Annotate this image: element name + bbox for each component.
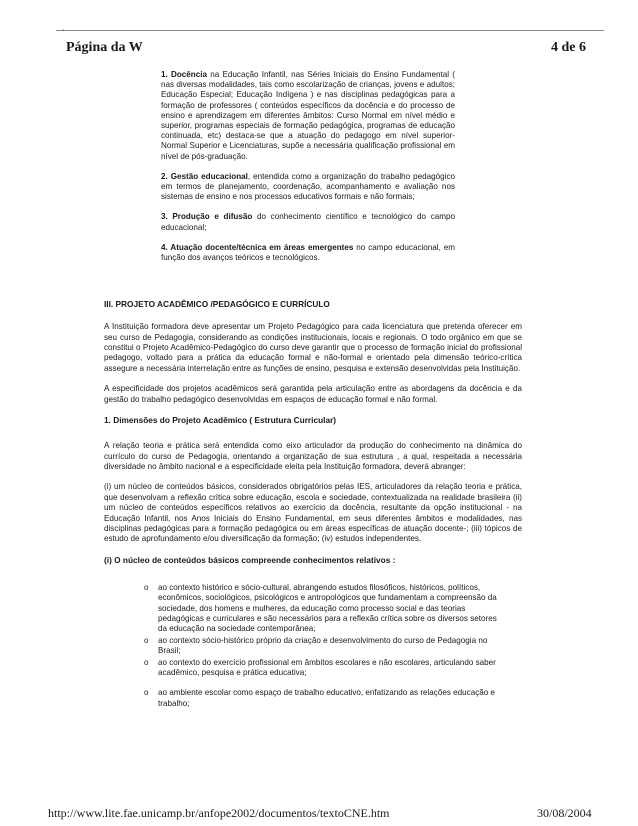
header-rule [56,30,604,31]
list-item [144,688,504,709]
paragraph: A relação teoria e prática será entendida como eixo articulador da produção do conhecimento na dinâmica do currículo do curso de Pedagogia, orientando a organização de sua estrutura , a qual, respeitada a necessária diversidade no âmbito nacional e a especificidade eleita pela Instituição formadora, deverá abranger: [104,441,522,471]
paragraph: A especificidade dos projetos acadêmicos será garantida pela articulação entre as abordagens da docência e da gestão do trabalho pedagógico desenvolvidas em espaços de educação formal e não formal. [104,384,522,404]
list-item [161,243,455,263]
bullet-text: ao contexto histórico e sócio-cultural, abrangendo estudos filosóficos, históricos, políticos, econômicos, sociológicos, psicológicos e antropológicos que fundamentam a compreensão da sociedade, dos homens e mulheres, da educação como processo social e das teorias pedagógicas e curriculares e são necessários para a reflexão crítica sobre os diversos setores da educação na sociedade contemporânea; [158,582,497,634]
list-item [144,658,504,679]
list-item [161,172,455,203]
bullet-text: ao contexto do exercício profissional em âmbitos escolares e não escolares, articulando saber acadêmico, pesquisa e prática educativa; [158,657,496,677]
item-heading: 3. Produção e difusão [161,212,253,222]
document-body [104,70,522,710]
bullet-list [104,583,504,709]
footer-url: http://www.lite.fae.unicamp.br/anfope2002/documentos/textoCNE.htm [48,806,390,820]
list-item [161,212,455,232]
item-heading: 2. Gestão educacional [161,171,248,181]
paragraph: (i) um núcleo de conteúdos básicos, considerados obrigatórios pelas IES, articuladores da relação teoria e prática, que desenvolvam a reflexão crítica sobre educação, escola e sociedade, contextualizada na realidade brasileira (ii) um núcleo de conteúdos específicos relativos ao exercício da docência, resultante da opção institucional - na Educação Infantil, nos Anos Iniciais do Ensino Fundamental, em seus diferentes âmbitos e modalidades, nas disciplinas pedagógicas para a formação pedagógica ou em áreas específicas de atuação docente-; (iii) tópicos de estudo de aprofundamento e/ou diversificação da formação; (iv) estudos independentes. [104,482,522,544]
section-title: III. PROJETO ACADÊMICO /PEDAGÓGICO E CURRÍCULO [104,299,330,310]
subsection-title: 1. Dimensões do Projeto Acadêmico ( Estrutura Curricular) [104,415,337,426]
item-text: no campo educacional, em função dos avanços teóricos e tecnológicos. [161,242,456,263]
item-heading: 1. Docência [161,70,207,79]
bullet-icon: o [144,688,149,698]
bullet-text: ao contexto sócio-histórico próprio da criação e desenvolvimento do curso de Pedagogia no Brasil; [158,635,488,656]
item-heading: 4. Atuação docente/técnica em áreas emergentes [161,242,354,252]
item-text: , entendida como a organização do trabalho pedagógico em termos de planejamento, coordenação, acompanhamento e avaliação nos sistemas de ensino e nos processos educativos formais e não formais; [161,171,456,202]
activity-list [161,70,455,263]
list-item [144,583,504,635]
item-text: do conhecimento científico e tecnológico do campo educacional; [161,212,455,232]
paragraph: A Instituição formadora deve apresentar um Projeto Pedagógico para cada licenciatura que pretenda oferecer em seu curso de Pedagogia, considerando as condições institucionais, locais e regionais. O todo orgânico em que se constitui o Projeto Acadêmico-Pedagógico do curso deve garantir que o processo de formação inicial do profissional pedagogo, voltado para a prática da educação formal e não-formal e orientado pela dimensão teórico-crítica assegure a necessária interrelação entre as funções de ensino, pesquisa e extensão desenvolvidas pela Instituição. [104,322,522,373]
bullet-icon: o [144,657,149,667]
header-mark: · [62,26,65,35]
subsection-title: (i) O núcleo de conteúdos básicos compreende conhecimentos relativos : [104,554,396,565]
item-text: na Educação Infantil, nas Séries Iniciais do Ensino Fundamental ( nas diversas modalidades, tais como escolarização de crianças, jovens e adultos; Educação Especial; Educação Indígena ) e nas disciplinas pedagógicas para a formação de professores ( conteúdos específicos da docência e do processo de ensino e aprendizagem em diferentes âmbitos: Curso Normal em nível médio e superior, programas especiais de formação pedagógica, programas de educação continuada, etc) destaca-se que a atuação do pedagogo em nível superior- Normal Superior e Licenciaturas, supõe a necessária qualificação profissional em nível de pós-graduação. [161,70,455,161]
bullet-icon: o [144,635,149,645]
list-item [144,636,504,657]
footer-date: 30/08/2004 [537,806,592,820]
bullet-icon: o [144,582,149,592]
list-item [161,70,455,162]
page-number: 4 de 6 [551,40,586,55]
page-title: Página da W [66,40,143,55]
bullet-text: ao ambiente escolar como espaço de trabalho educativo, enfatizando as relações educação e trabalho; [158,688,496,708]
